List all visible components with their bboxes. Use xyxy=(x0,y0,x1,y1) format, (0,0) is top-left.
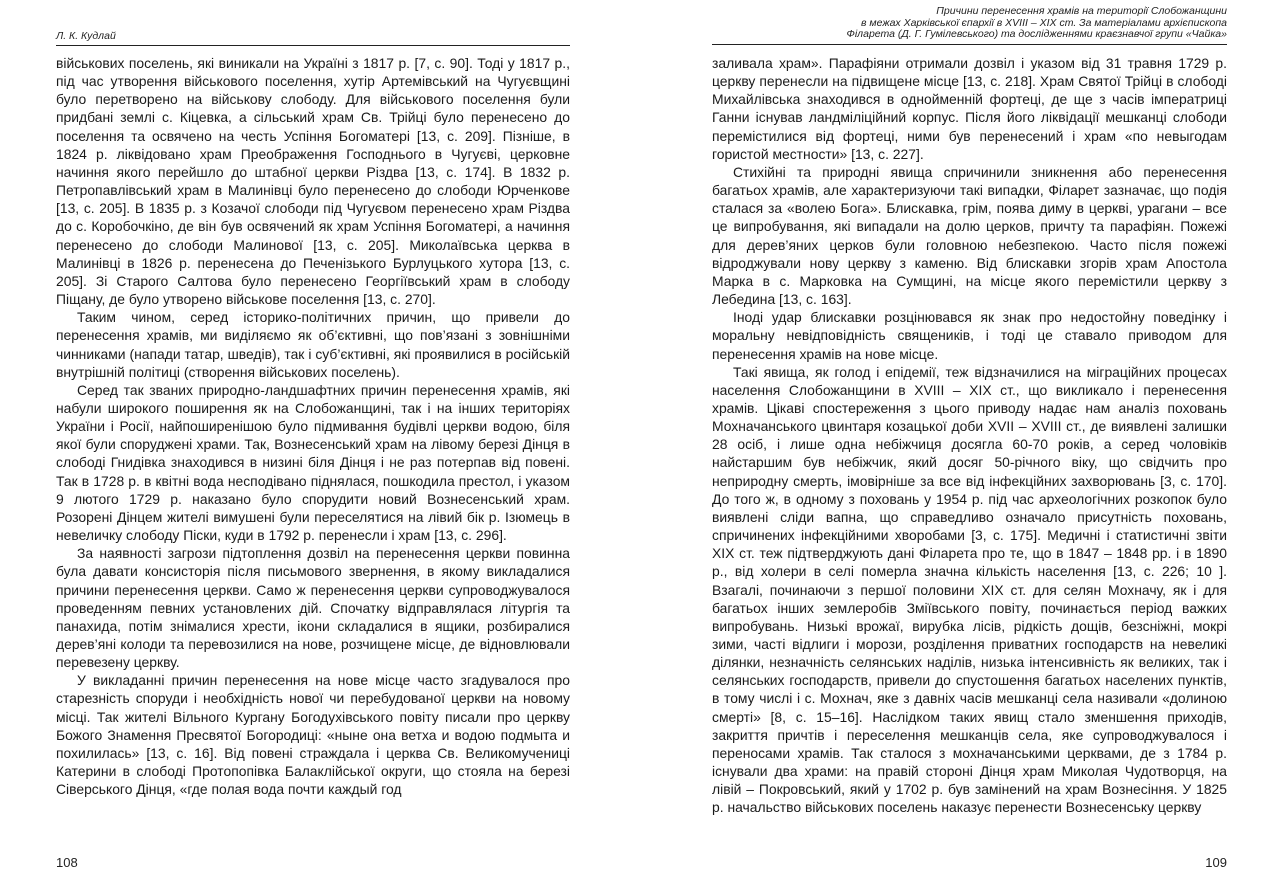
paragraph: військових поселень, які виникали на Україні з 1817 р. [7, с. 90]. Тоді у 1817 р., під час утворення військового поселення, хутір Артемівський на Чугуєвщині було перетворено на військову слободу. Для військового поселення були придбані землі с. Кіцевка, а сільський храм Св. Трійці було перенесено до поселення та освячено на честь Успіння Богоматері [13, с. 209]. Пізніше, в 1824 р. ліквідовано храм Преображення Господнього в Чугуєві, церковне начиння якого перейшло до штабної церкви Різдва [13, с. 174]. В 1832 р. Петропавлівський храм в Малинівці було перенесено до слободи Юрченкове [13, с. 205]. В 1835 р. з Козачої слободи під Чугуєвом перенесено храм Різдва до с. Коробочкіно, де він був освячений як храм Успіння Богоматері, а начиння перенесено до слободи Малинової [13, с. 205]. Миколаївська церква в Малинівці в 1826 р. перенесена до Печенізького Бурлуцького хутора [13, с. 205]. Зі Старого Салтова було перенесено Георгіївський храм в слободу Піщану, де було утворено військове поселення [13, с. 270]. xyxy=(56,55,570,308)
paragraph: Серед так званих природно-ландшафтних причин перенесення храмів, які набули широкого поширення як на Слобожанщині, так і на інших територіях України і Росії, найпоширенішою було підмивання будівлі церкви водою, біля якої були споруджені храми. Так, Вознесенський храм на лівому березі Дінця в слободі Гнидівка знаходився в низині біля Дінця і не раз потерпав від повені. Так в 1728 р. в квітні вода несподівано піднялася, пошкодила престол, і указом 9 лютого 1729 р. наказано було спорудити новий Вознесенський храм. Розорені Дінцем жителі вимушені були переселятися на лівий бік р. Ізюмець в невеличку слободу Піски, куди в 1792 р. перенесли і храм [13, с. 296]. xyxy=(56,381,570,544)
running-head-title xyxy=(712,6,1227,45)
right-page-body xyxy=(712,54,1227,817)
running-head-line: Причини перенесення храмів на території Слобожанщини xyxy=(936,5,1227,17)
running-head-author xyxy=(56,31,570,46)
page-number-left: 108 xyxy=(56,855,78,870)
paragraph: Такі явища, як голод і епідемії, теж відзначилися на міграційних процесах населення Слобожанщини в XVIII – XIX ст., що викликало і перенесення храмів. Цікаві спостереження з цього приводу надає нам аналіз поховань Мохначанського цвинтаря козацької доби XVII – XVIII ст., де виявлені залишки 28 осіб, і лише одна небіжчиця досягла 60-70 років, а серед чоловіків найстаршим був небіжчик, який досяг 50-річного віку, що свідчить про неприродну смерть, імовірніше за все від інфекційних захворювань [3, с. 170]. До того ж, в одному з поховань у 1954 р. під час археологічних розкопок було виявлені сліди вапна, що справедливо означало присутність поховань, спричинених інфекційними хворобами [3, с. 175]. Медичні і статистичні звіти XIX ст. теж підтверджують дані Філарета про те, що в 1847 – 1848 рр. і в 1890 р., від холери в селі померла значна кількість населення [13, с. 226; 10 ]. Взагалі, починаючи з першої половини XIX ст. для селян Мохначу, як і для багатьох інших землеробів Зміївського повіту, починається період важких випробувань. Низькі врожаї, вирубка лісів, рідкість дощів, безсніжні, мокрі зими, часті відлиги і морози, розділення приватних господарств на невеликі ділянки, незначність селянських наділів, низька інтенсивність як великих, так і селянських господарств, привели до спустошення багатьох населених пунктів, в тому числі і с. Мохнач, яке з давніх часів мешканці села називали «долиною смерті» [8, с. 15–16]. Наслідком таких явищ стало зменшення приходів, закриття причтів і переселення мешканців села, яке супроводжувалося і переносами храмів. Так сталося з мохначанськими церквами, де з 1784 р. існували два храми: на правій стороні Дінця храм Миколая Чудотворця, на лівій – Покровський, який у 1702 р. був замінений на храм Вознесіння. У 1825 р. начальство військових поселень наказує перенести Вознесенську церкву xyxy=(712,363,1227,816)
paragraph: заливала храм». Парафіяни отримали дозвіл і указом від 31 травня 1729 р. церкву перенесли на підвищене місце [13, с. 218]. Храм Святої Трійці в слободі Михайлівська знаходився в однойменній фортеці, де ще з часів імператриці Ганни існував ландміліційний корпус. Після його ліквідації мешканці слободи перемістилися від фортеці, ними був перенесений і храм «по невыгодам гористой местности» [13, с. 227]. xyxy=(712,55,1227,162)
running-head-author-text: Л. К. Кудлай xyxy=(56,30,116,42)
paragraph: Стихійні та природні явища спричинили зникнення або перенесення багатьох храмів, але характеризуючи такі випадки, Філарет зазначає, що подія сталася за «волею Бога». Блискавка, грім, поява диму в церкві, урагани – все це випробування, які випадали на долю церков, причту та парафіян. Пожежі для дерев’яних церков були головною небезпекою. Часто після пожежі відроджували нову церкву з каменю. Від блискавки згорів храм Апостола Марка в с. Марковка на Сумщині, на місце якого перемістили церкву з Лебедина [13, с. 163]. xyxy=(712,163,1227,308)
paragraph: За наявності загрози підтоплення дозвіл на перенесення церкви повинна була давати консисторія після письмового звернення, в якому викладалися причини перенесення церкви. Само ж перенесення церкви супроводжувалося проведенням певних установлених дій. Спочатку відправлялася літургія та панахида, потім знімалися хрести, ікони складалися в ящики, розбиралися дерев’яні колоди та перевозилися на нове, розчищене місце, де відновлювали перевезену церкву. xyxy=(56,545,570,671)
paragraph: Таким чином, серед історико-політичних причин, що привели до перенесення храмів, ми виділяємо як об’єктивні, що пов’язані з зовнішніми чинниками (напади татар, шведів), так і суб’єктивні, які проявилися в російській внутрішній політиці (створення військових поселень). xyxy=(56,309,570,380)
left-page-body xyxy=(56,54,570,798)
paragraph: У викладанні причин перенесення на нове місце часто згадувалося про старезність споруди і необхідність нової чи перебудованої церкви на новому місці. Так жителі Вільного Кургану Богодухівського повіту писали про церкву Божого Знамення Пресвятої Богородиці: «ныне она ветха и водою подмыта и похилилась» [13, с. 16]. Від повені страждала і церква Св. Великомучениці Катерини в слободі Протопопівка Балаклійської округи, що стояла на березі Сіверського Дінця, «где полая вода почти каждый год xyxy=(56,672,570,798)
paragraph: Іноді удар блискавки розцінювався як знак про недостойну поведінку і моральну невідповідність священиків, і тоді це ставало приводом для перенесення храмів на нове місце. xyxy=(712,309,1227,362)
page-number-right: 109 xyxy=(1205,855,1227,870)
running-head-line: в межах Харківської єпархії в XVIII – XIX ст. За матеріалами архієпископа xyxy=(861,16,1227,29)
right-page xyxy=(712,0,1227,896)
running-head-line: Філарета (Д. Г. Гумілевського) та дослідженнями краєзнавчої групи «Чайка» xyxy=(846,28,1227,40)
left-page xyxy=(56,0,570,896)
